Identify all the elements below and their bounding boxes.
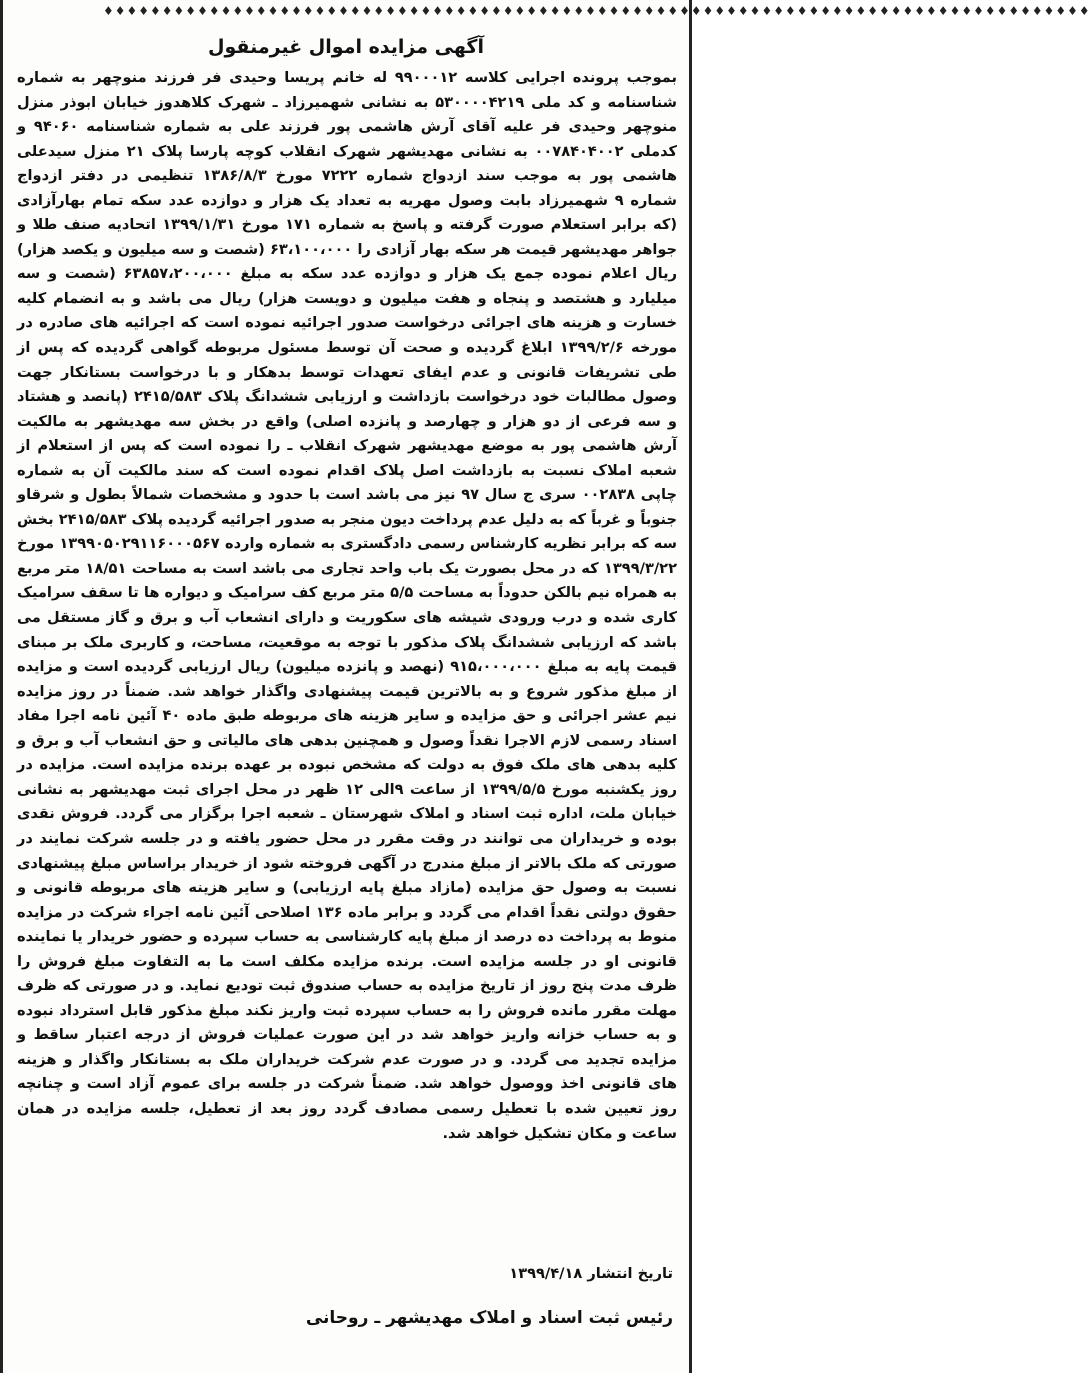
notice-body: بموجب پرونده اجرایی کلاسه ۹۹۰۰۰۱۲ له خانم پریسا وحیدی فر فرزند منوچهر به شماره شناسنامه و کد ملی ۵۳۰۰۰۰۴۲۱۹ به نشانی شهمیرزاد ـ شهرک کلاهدوز خیابان ابوذر منزل منوچهر وحیدی فر علیه آقای آرش هاشمی پور فرزند علی به شماره شناسنامه ۹۴۰۶۰ و کدملی ۰۰۷۸۴۰۴۰۰۲ به نشانی مهدیشهر شهرک انقلاب کوچه پارسا پلاک ۲۱ منزل سیدعلی هاشمی پور به موجب سند ازدواج شماره ۷۲۲۲ مورخ ۱۳۸۶/۸/۳ تنظیمی در دفتر ازدواج شماره ۹ شهمیرزاد بابت وصول مهریه به تعداد یک هزار و دوازده عدد سکه تمام بهارآزادی (که برابر استعلام صورت گرفته و پاسخ به شماره ۱۷۱ مورخ ۱۳۹۹/۱/۳۱ اتحادیه صنف طلا و جواهر مهدیشهر قیمت هر سکه بهار آزادی را ۶۳،۱۰۰،۰۰۰ (شصت و سه میلیون و یکصد هزار) ریال اعلام نموده جمع یک هزار و دوازده عدد سکه به مبلغ ۶۳۸۵۷،۲۰۰،۰۰۰ (شصت و سه میلیارد و هشتصد و پنجاه و هفت میلیون و دویست هزار) ریال می باشد و به انضمام کلیه خسارت و هزینه های اجرائی درخواست صدور اجرائیه نموده است که اجرائیه های صادره در مورخه ۱۳۹۹/۲/۶ ابلاغ گردیده و صحت آن توسط مسئول مربوطه گواهی گردیده که پس از طی تشریفات قانونی و عدم ایفای تعهدات توسط بدهکار و با درخواست بستانکار جهت وصول مطالبات خود درخواست بازداشت و ارزیابی ششدانگ پلاک ۲۴۱۵/۵۸۳ (پانصد و هشتاد و سه فرعی از دو هزار و چهارصد و پانزده اصلی) واقع در بخش سه مهدیشهر به مالکیت آرش هاشمی پور به موضع مهدیشهر شهرک انقلاب ـ را نموده است که پس از استعلام از شعبه املاک نسبت به بازداشت اصل پلاک اقدام نموده است که سند مالکیت آن به شماره چاپی ۰۰۲۸۳۸ سری ج سال ۹۷ نیز می باشد است با حدود و مشخصات شمالاً بطول و شرقاو جنوباً و غرباً که به دلیل عدم پرداخت دیون منجر به صدور اجرائیه گردیده پلاک ۲۴۱۵/۵۸۳ بخش سه که برابر نظریه کارشناس رسمی دادگستری به شماره وارده ۱۳۹۹۰۵۰۲۹۱۱۶۰۰۰۵۶۷ مورخ ۱۳۹۹/۳/۲۲ که در محل بصورت یک باب واحد تجاری می باشد است به مساحت ۱۸/۵۱ متر مربع به همراه نیم بالکن حدوداً به مساحت ۵/۵ متر مربع کف سرامیک و دیواره ها تا سقف سرامیک کاری شده و درب ورودی شیشه های سکوریت و دارای انشعاب آب و برق و گاز مستقل می باشد که ارزیابی ششدانگ پلاک مذکور با توجه به موقعیت، مساحت، و کاربری ملک بر مبنای قیمت پایه به مبلغ ۹۱۵،۰۰۰،۰۰۰ (نهصد و پانزده میلیون) ریال ارزیابی گردیده است و مزایده از مبلغ مذکور شروع و به بالاترین قیمت پیشنهادی واگذار خواهد شد. ضمناً در روز مزایده نیم عشر اجرائی و حق مزایده و سایر هزینه های مربوطه طبق ماده ۴۰ آئین نامه اجرا مفاد اسناد رسمی لازم الاجرا نقداً وصول و همچنین بدهی های مالیاتی و حق انشعاب آب و برق و کلیه بدهی های ملک فوق به دولت که مشخص نبوده بر عهده برنده مزایده است. مزایده در روز یکشنبه مورخ ۱۳۹۹/۵/۵ از ساعت ۹الی ۱۲ ظهر در محل اجرای ثبت مهدیشهر به نشانی خیابان ملت، اداره ثبت اسناد و املاک شهرستان ـ شعبه اجرا برگزار می گردد. فروش نقدی بوده و خریداران می توانند در وقت مقرر در محل حضور یافته و در جلسه شرکت نمایند در صورتی که ملک بالاتر از مبلغ مندرج در آگهی فروخته شود از خریدار براساس مبلغ پیشنهادی نسبت به وصول حق مزایده (مازاد مبلغ پایه ارزیابی) و سایر هزینه های مربوطه قانونی و حقوق دولتی نقداً اقدام می گردد و برابر ماده ۱۳۶ اصلاحی آئین نامه اجراء شرکت در مزایده منوط به پرداخت ده درصد از مبلغ پایه کارشناسی به حساب سپرده و حضور خریدار یا نماینده قانونی او در جلسه مزایده است. برنده مزایده مکلف است ما به التفاوت مبلغ فروش را ظرف مدت پنج روز از تاریخ مزایده به حساب صندوق ثبت تودیع نماید. و در صورتی که ظرف مهلت مقرر مانده فروش را به حساب سپرده ثبت واریز نکند مبلغ مذکور قابل استرداد نبوده و به حساب خزانه واریز خواهد شد در این صورت عملیات فروش از درجه اعتبار ساقط و مزایده تجدید می گردد. و در صورت عدم شرکت خریداران ملک به بستانکار واگذار و هزینه های قانونی اخذ ووصول خواهد شد. ضمناً شرکت در جلسه برای عموم آزاد است و چنانچه روز تعیین شده با تعطیل رسمی مصادف گردد روز بعد از تعطیل، جلسه مزایده در همان ساعت و مکان تشکیل خواهد شد. <box>17 69 678 1142</box>
publish-date: تاریخ انتشار ۱۳۹۹/۴/۱۸ <box>509 1265 673 1282</box>
signature: رئیس ثبت اسناد و املاک مهدیشهر ـ روحانی <box>305 1308 673 1328</box>
notice-title: آگهی مزایده اموال غیرمنقول <box>208 36 484 58</box>
top-ornament-border: ♦♦♦♦♦♦♦♦♦♦♦♦♦♦♦♦♦♦♦♦♦♦♦♦♦♦♦♦♦♦♦♦♦♦♦♦♦♦♦♦♦♦♦♦♦♦♦♦♦♦♦♦♦♦♦♦♦♦♦♦♦♦♦♦♦♦♦♦♦♦♦♦♦♦♦♦♦♦♦♦♦♦♦♦ <box>103 4 1091 18</box>
